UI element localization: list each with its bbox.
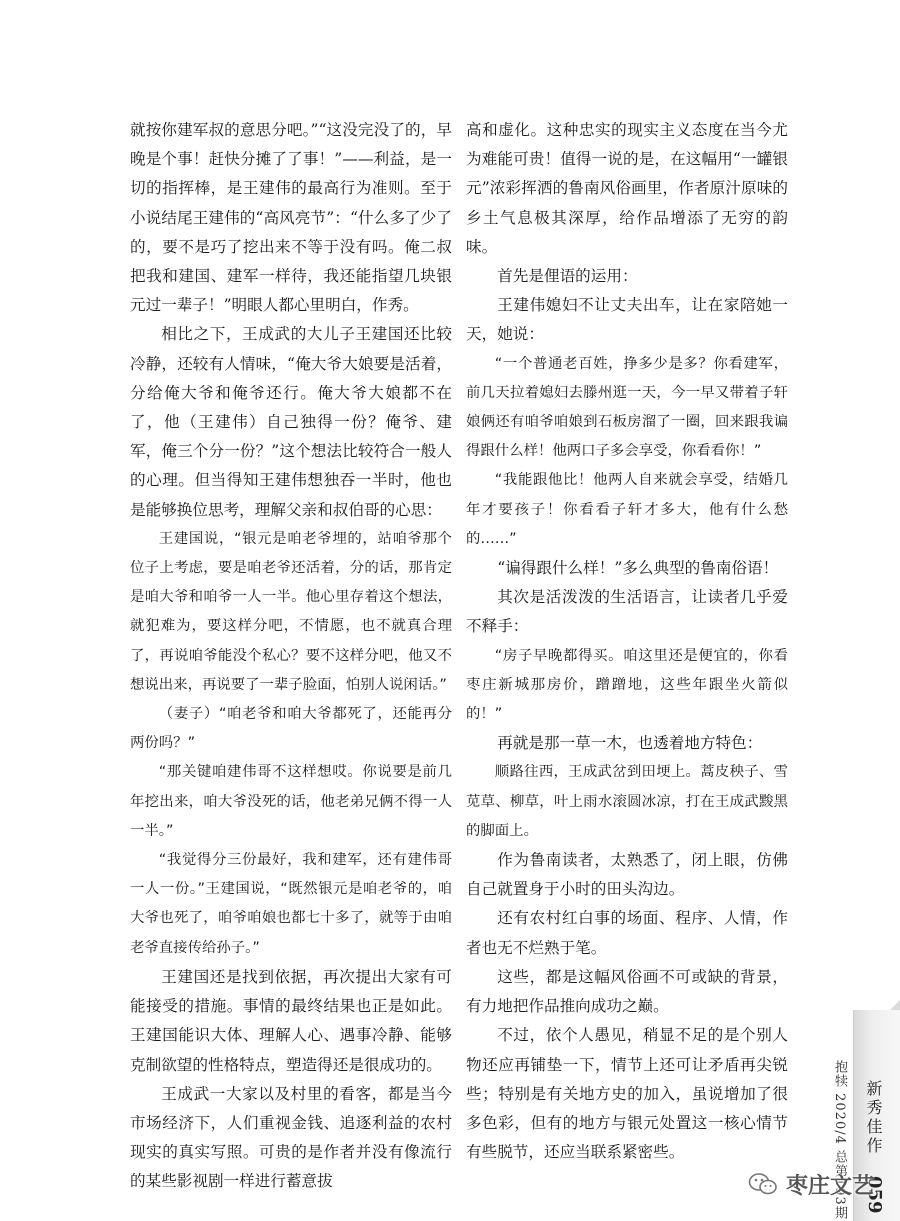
right-column-paragraph: “一个普通老百姓，挣多少是多？你看建军，前几天拉着媳妇去滕州逛一天，今一早又带着子轩娘俩还有咱爷咱娘到石板房溜了一圈，回来跟我谝得跟什么样！他两口子多会享受，你看看你！” bbox=[466, 355, 788, 460]
page-number: 059 bbox=[864, 1176, 885, 1214]
right-column-paragraph: 王建伟媳妇不让丈夫出车，让在家陪她一天，她说： bbox=[466, 296, 788, 344]
right-column-paragraph: 不过，依个人愚见，稍显不足的是个别人物还应再铺垫一下，情节上还可让矛盾再尖锐些；特别是有关地方史的加入，虽说增加了很多色彩，但有的地方与银元处置这一核心情节有些脱节，还应当联系紧密些。 bbox=[466, 1026, 788, 1162]
column-name: 新秀佳作 bbox=[864, 1080, 883, 1156]
left-column-paragraph: “我觉得分三份最好，我和建军，还有建伟哥一人一份。”王建国说，“既然银元是咱老爷的，咱大爷也死了，咱爷咱娘也都七十多了，就等于由咱老爷直接传给孙子。” bbox=[130, 852, 452, 956]
left-column-paragraph: （妻子）“咱老爷和咱大爷都死了，还能再分两份吗？” bbox=[130, 706, 452, 752]
right-column bbox=[466, 116, 788, 1167]
watermark bbox=[748, 1164, 874, 1204]
right-column-paragraph: 还有农村红白事的场面、程序、人情，作者也无不烂熟于笔。 bbox=[466, 909, 788, 957]
right-column-paragraph: 首先是俚语的运用： bbox=[497, 267, 638, 286]
right-column-paragraph: 其次是活泼泼的生活语言，让读者几乎爱不释手： bbox=[466, 588, 788, 636]
right-column-paragraph: 再就是那一草一木，也透着地方特色： bbox=[497, 734, 763, 753]
right-column-paragraph: “房子早晚都得买。咱这里还是便宜的，你看枣庄新城那房价，蹭蹭地，这些年跟坐火箭似的！” bbox=[466, 647, 788, 723]
left-column-paragraph: 王建国说，“银元是咱老爷埋的，站咱爷那个位子上考虑，要是咱老爷还活着，分的话，那肯定是咱大爷和咱爷一人一半。他心里存着这个想法，就犯难为，要这样分吧，不情愿，也不就真合理了，再说咱爷能没个私心？要不这样分吧，他又不想说出来，再说要了一辈子脸面，怕别人说闲话。” bbox=[130, 530, 452, 693]
right-column-paragraph: “谝得跟什么样！”多么典型的鲁南俗语！ bbox=[497, 559, 779, 578]
journal-info: 抱犊 2020/4 总第193期 bbox=[832, 1060, 847, 1220]
right-column-paragraph: 顺路往西，王成武岔到田埂上。蒿皮秧子、雪苋草、柳草，叶上雨水滚圆冰凉，打在王成武黢黑的脚面上。 bbox=[466, 764, 788, 839]
left-column-paragraph: 王成武一大家以及村里的看客，都是当今市场经济下，人们重视金钱、追逐利益的农村现实的真实写照。可贵的是作者并没有像流行的某些影视剧一样进行蓄意拔 bbox=[130, 1084, 452, 1191]
left-column-paragraph: 就按你建军叔的意思分吧。”“这没完没了的，早晚是个事！赶快分摊了了事！”——利益，是一切的指挥棒，是王建伟的最高行为准则。至于小说结尾王建伟的“高风亮节”：“什么多了少了的，要不是巧了挖出来不等于没有吗。俺二叔把我和建国、建军一样待，我还能指望几块银元过一辈子！”明眼人都心里明白，作秀。 bbox=[130, 121, 452, 315]
right-column-paragraph: 这些，都是这幅风俗画不可或缺的背景，有力地把作品推向成功之巅。 bbox=[466, 967, 788, 1016]
left-column bbox=[130, 116, 452, 1197]
left-column-paragraph: 相比之下，王成武的大儿子王建国还比较冷静，还较有人情味，“俺大爷大娘要是活着，分给俺大爷和俺爷还行。俺大爷大娘都不在了，他（王建伟）自己独得一份？俺爷、建军，俺三个分一份？”这个想法比较符合一般人的心理。但当得知王建伟想独吞一半时，他也是能够换位思考，理解父亲和叔伯哥的心思： bbox=[130, 325, 452, 519]
right-column-paragraph: 作为鲁南读者，太熟悉了，闭上眼，仿佛自己就置身于小时的田头沟边。 bbox=[466, 851, 788, 899]
right-column-paragraph: “我能跟他比！他两人自来就会享受，结婚几年才要孩子！你看看子轩才多大，他有什么愁的……” bbox=[466, 472, 788, 547]
left-column-paragraph: “那关键咱建伟哥不这样想哎。你说要是前几年挖出来，咱大爷没死的话，他老弟兄俩不得一人一半。” bbox=[130, 764, 452, 839]
watermark-text: 枣庄文艺 bbox=[786, 1173, 875, 1199]
left-column-paragraph: 王建国还是找到依据，再次提出大家有可能接受的措施。事情的最终结果也正是如此。王建国能识大体、理解人心、遇事冷静、能够克制欲望的性格特点，塑造得还是很成功的。 bbox=[130, 967, 452, 1074]
right-column-paragraph: 高和虚化。这种忠实的现实主义态度在当今尤为难能可贵！值得一说的是，在这幅用“一罐银元”浓彩挥洒的鲁南风俗画里，作者原汁原味的乡土气息极其深厚，给作品增添了无穷的韵味。 bbox=[466, 121, 788, 256]
wechat-icon bbox=[748, 1172, 778, 1196]
